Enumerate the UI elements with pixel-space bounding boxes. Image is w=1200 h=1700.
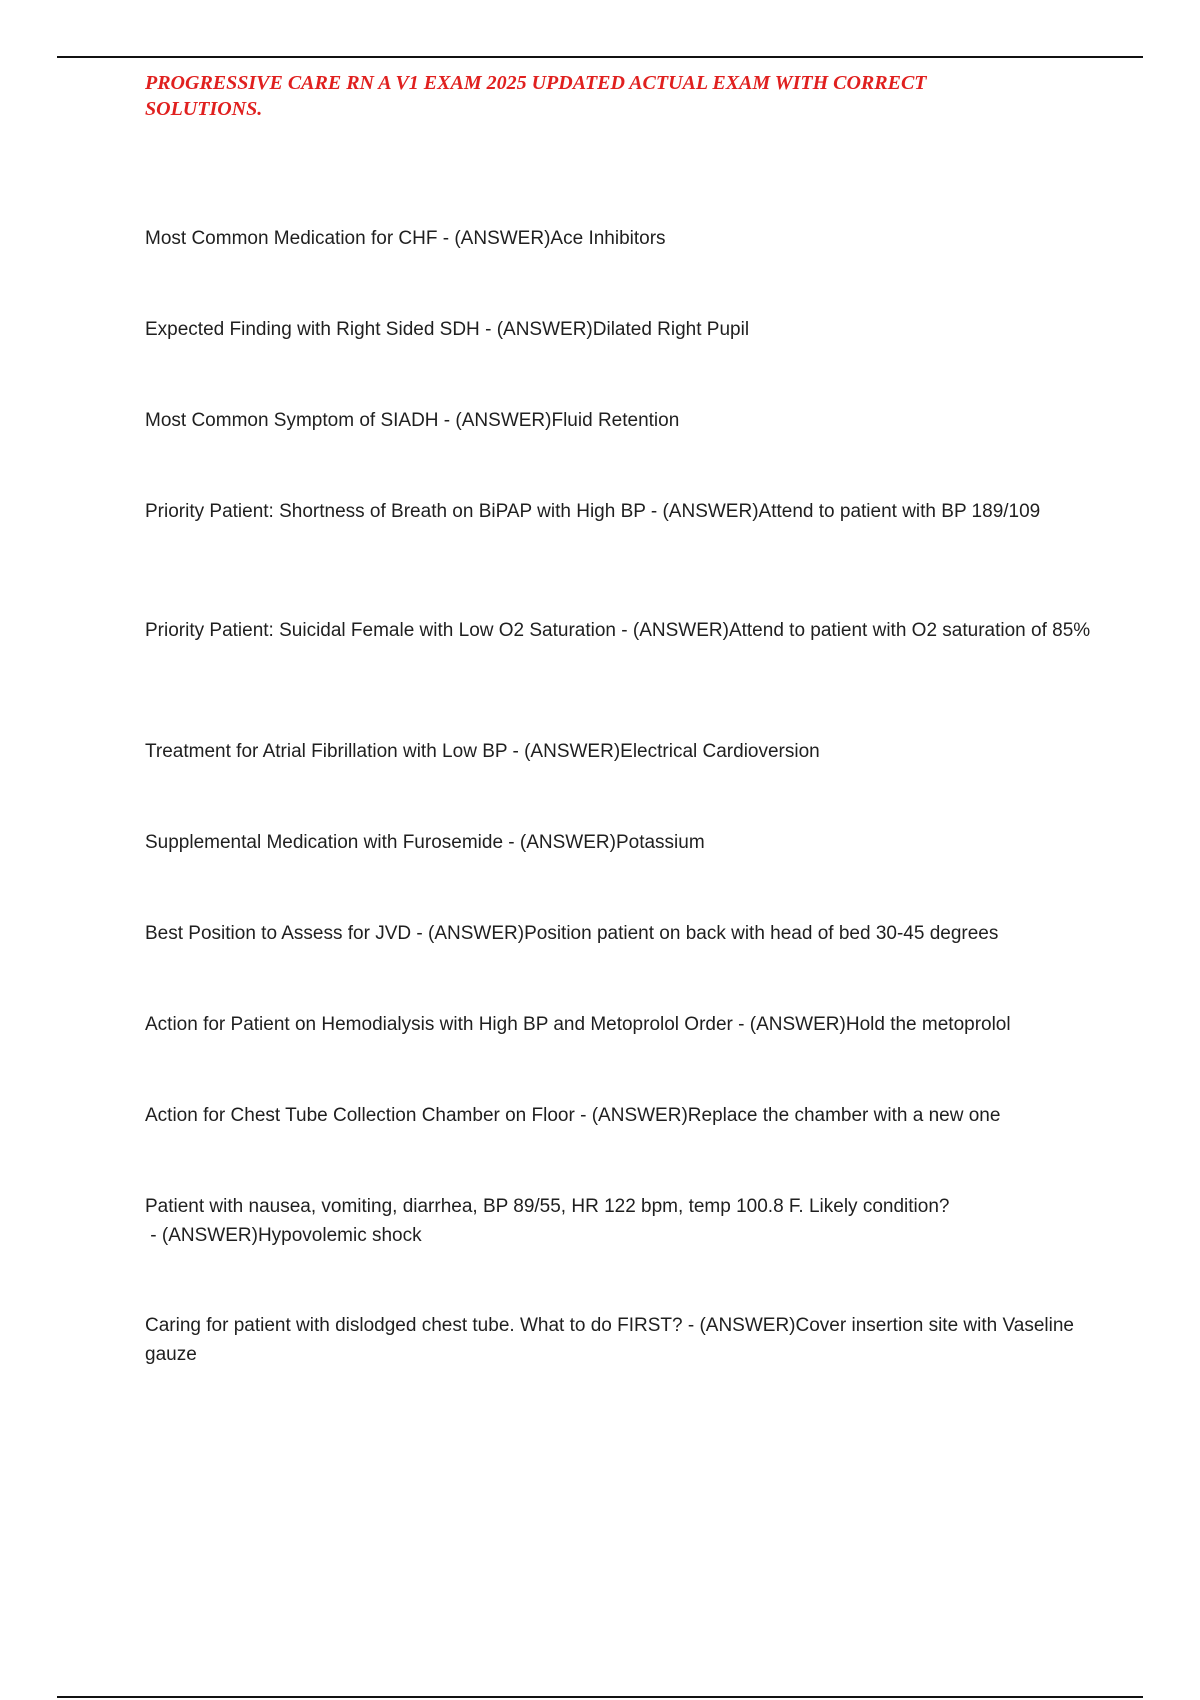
separator: -	[503, 832, 520, 853]
answer-tag: (ANSWER)	[699, 1315, 796, 1336]
answer-text: Potassium	[615, 832, 705, 853]
separator: -	[438, 410, 456, 431]
answer-tag: (ANSWER)	[519, 832, 616, 853]
answer-tag: (ANSWER)	[161, 1225, 258, 1246]
answer-tag: (ANSWER)	[428, 923, 525, 944]
question-text: Best Position to Assess for JVD	[145, 923, 412, 944]
answer-text: Fluid Retention	[551, 410, 680, 431]
qa-item	[145, 1192, 1095, 1250]
bottom-divider	[57, 1696, 1143, 1698]
separator: -	[645, 501, 663, 522]
answer-text: Cover insertion site with Vaseline gauze	[145, 1315, 1074, 1365]
separator: -	[437, 228, 455, 249]
question-text: Expected Finding with Right Sided SDH	[145, 319, 480, 340]
question-text: Priority Patient: Shortness of Breath on BiPAP with High BP	[145, 501, 646, 522]
qa-item	[145, 616, 1095, 645]
answer-tag: (ANSWER)	[591, 1105, 688, 1126]
separator: -	[574, 1105, 592, 1126]
separator: -	[507, 741, 525, 762]
answer-text: Hypovolemic shock	[257, 1225, 422, 1246]
qa-item	[145, 315, 1095, 344]
answer-text: Electrical Cardioversion	[620, 741, 820, 762]
question-text: Most Common Medication for CHF	[145, 228, 438, 249]
answer-tag: (ANSWER)	[632, 620, 729, 641]
separator: -	[145, 1225, 162, 1246]
question-text: Priority Patient: Suicidal Female with Low O2 Saturation	[145, 620, 616, 641]
question-text: Treatment for Atrial Fibrillation with Low BP	[145, 741, 508, 762]
answer-text: Hold the metoprolol	[845, 1014, 1011, 1035]
qa-item	[145, 1010, 1095, 1039]
answer-text: Attend to patient with BP 189/109	[758, 501, 1041, 522]
qa-item	[145, 828, 1095, 857]
qa-item	[145, 919, 1095, 948]
question-text: Supplemental Medication with Furosemide	[145, 832, 504, 853]
qa-item	[145, 737, 1095, 766]
top-divider	[57, 56, 1143, 58]
answer-text: Replace the chamber with a new one	[687, 1105, 1001, 1126]
qa-item	[145, 1101, 1095, 1130]
answer-tag: (ANSWER)	[749, 1014, 846, 1035]
answer-tag: (ANSWER)	[662, 501, 759, 522]
qa-item	[145, 224, 1095, 253]
qa-item	[145, 1311, 1095, 1369]
answer-text: Ace Inhibitors	[550, 228, 666, 249]
answer-tag: (ANSWER)	[496, 319, 593, 340]
answer-tag: (ANSWER)	[455, 410, 552, 431]
question-text: Caring for patient with dislodged chest tube. What to do FIRST?	[145, 1315, 683, 1336]
question-text: Action for Patient on Hemodialysis with High BP and Metoprolol Order	[145, 1014, 733, 1035]
answer-tag: (ANSWER)	[454, 228, 551, 249]
separator: -	[479, 319, 497, 340]
question-text: Patient with nausea, vomiting, diarrhea, BP 89/55, HR 122 bpm, temp 100.8 F. Likely condition?	[145, 1196, 950, 1217]
separator: -	[682, 1315, 700, 1336]
separator: -	[616, 620, 633, 641]
answer-text: Attend to patient with O2 saturation of 85%	[728, 620, 1091, 641]
qa-item	[145, 497, 1095, 526]
question-text: Most Common Symptom of SIADH	[145, 410, 439, 431]
question-text: Action for Chest Tube Collection Chamber on Floor	[145, 1105, 575, 1126]
qa-item	[145, 406, 1095, 435]
separator: -	[732, 1014, 750, 1035]
separator: -	[411, 923, 429, 944]
answer-text: Position patient on back with head of bed 30-45 degrees	[524, 923, 999, 944]
document-title: PROGRESSIVE CARE RN A V1 EXAM 2025 UPDATED ACTUAL EXAM WITH CORRECT SOLUTIONS.	[145, 72, 927, 120]
answer-text: Dilated Right Pupil	[592, 319, 750, 340]
answer-tag: (ANSWER)	[524, 741, 621, 762]
